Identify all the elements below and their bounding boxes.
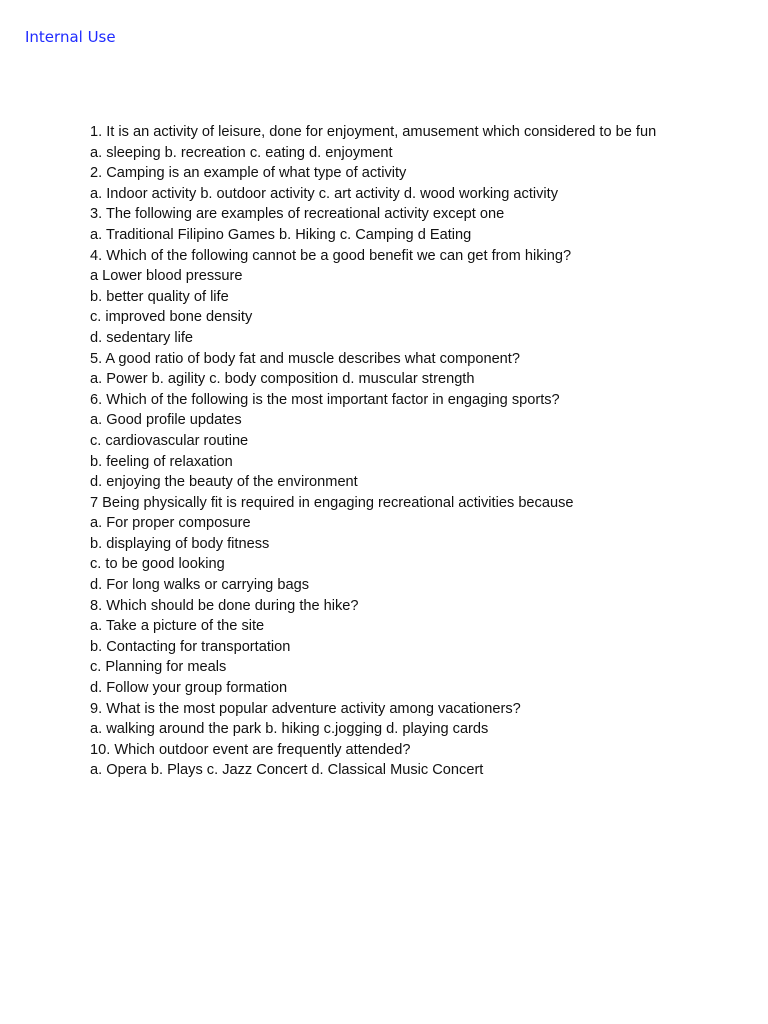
question-line: 5. A good ratio of body fat and muscle describes what component? [90, 350, 520, 367]
choice-line: a. For proper composure [90, 515, 251, 532]
choice-line: c. improved bone density [90, 309, 253, 326]
question-line: 2. Camping is an example of what type of activity [90, 165, 407, 182]
choice-line: d. For long walks or carrying bags [90, 577, 309, 594]
choice-line: d. Follow your group formation [90, 680, 288, 697]
choice-line: a. sleeping b. recreation c. eating d. enjoyment [90, 144, 393, 161]
choice-line: a. Opera b. Plays c. Jazz Concert d. Classical Music Concert [90, 762, 484, 779]
question-line: 3. The following are examples of recreational activity except one [90, 206, 505, 223]
choice-line: b. feeling of relaxation [90, 453, 233, 470]
question-line: 7 Being physically fit is required in engaging recreational activities because [90, 494, 574, 511]
choice-line: a. walking around the park b. hiking c.jogging d. playing cards [90, 721, 489, 738]
classification-label: Internal Use [25, 28, 116, 46]
question-line: 9. What is the most popular adventure activity among vacationers? [90, 700, 521, 717]
choice-line: a. Power b. agility c. body composition d. muscular strength [90, 371, 475, 388]
question-line: 10. Which outdoor event are frequently attended? [90, 741, 411, 758]
choice-line: b. displaying of body fitness [90, 535, 270, 552]
question-line: 1. It is an activity of leisure, done for enjoyment, amusement which considered to be fun [90, 124, 657, 140]
choice-line: c. cardiovascular routine [90, 432, 249, 449]
choice-line: a Lower blood pressure [90, 268, 243, 285]
choice-line: d. sedentary life [90, 329, 194, 346]
choice-line: d. enjoying the beauty of the environment [90, 474, 358, 491]
quiz-body [90, 122, 760, 781]
choice-line: a. Traditional Filipino Games b. Hiking c. Camping d Eating [90, 226, 472, 243]
question-line: 8. Which should be done during the hike? [90, 597, 359, 614]
choice-line: c. Planning for meals [90, 659, 227, 676]
question-line: 6. Which of the following is the most important factor in engaging sports? [90, 391, 560, 408]
choice-line: a. Indoor activity b. outdoor activity c. art activity d. wood working activity [90, 185, 559, 202]
choice-line: b. better quality of life [90, 288, 229, 305]
choice-line: c. to be good looking [90, 556, 225, 573]
choice-line: b. Contacting for transportation [90, 638, 291, 655]
question-line: 4. Which of the following cannot be a good benefit we can get from hiking? [90, 247, 572, 264]
choice-line: a. Good profile updates [90, 412, 242, 429]
choice-line: a. Take a picture of the site [90, 618, 265, 635]
